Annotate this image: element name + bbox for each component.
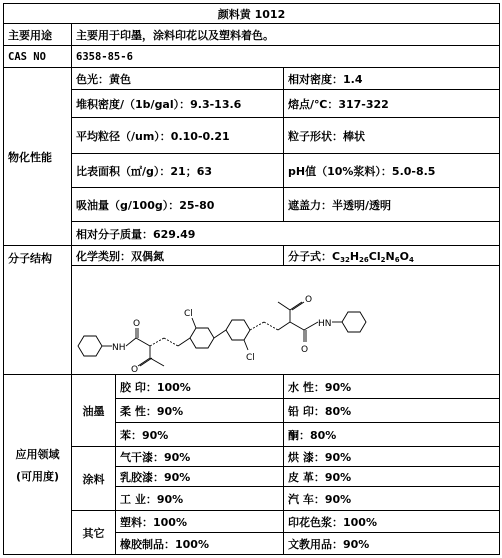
left-phenyl-ring [78,336,102,356]
left-nh-label: NH [112,343,126,353]
right-amide-o-label: O [301,345,309,355]
physchem-label: 物化性能 [4,68,72,246]
left-cl-label: Cl [184,309,193,319]
other-rubber: 橡胶制品：100% [116,533,284,555]
ink-ketone: 酮：80% [284,423,500,447]
molecular-formula: 分子式：$C_{32}H_{26}Cl_2N_6O_4$ [284,246,500,266]
prop-surface-area: 比表面积（㎡/g）：21；63 [72,154,284,188]
paint-leather: 皮 革：90% [284,467,500,487]
right-cl-label: Cl [246,353,255,363]
paint-industrial: 工 业：90% [116,487,284,511]
structure-label: 分子结构 [4,246,72,375]
page-title: 颜料黄 1012 [4,4,500,24]
left-chlorophenyl-ring [190,328,214,348]
prop-opacity: 遮盖力：半透明/透明 [284,188,500,222]
prop-density: 相对密度：1.4 [284,68,500,90]
prop-particle-shape: 粒子形状：棒状 [284,118,500,154]
prop-molecular-weight: 相对分子质量：629.49 [72,222,500,246]
right-keto-o-label: O [305,295,313,305]
paint-automotive: 汽 车：90% [284,487,500,511]
ink-water: 水 性：90% [284,375,500,399]
prop-oil-absorption: 吸油量（g/100g）：25-80 [72,188,284,222]
ink-flexo: 柔 性：90% [116,399,284,423]
left-amide-o-label: O [133,319,141,329]
cas-value: 6358-85-6 [72,46,500,68]
prop-bulk-density: 堆积密度/（1b/gal）：9.3-13.6 [72,90,284,118]
paint-latex: 乳胶漆：90% [116,467,284,487]
group-paint-label: 涂料 [72,447,116,511]
molecular-structure-diagram [72,266,498,374]
cas-label: CAS NO [4,46,72,68]
application-label: 应用领域 (可用度) [4,375,72,555]
other-printing-paste: 印花色浆：100% [284,511,500,533]
use-value: 主要用于印墨，涂料印花以及塑料着色。 [72,24,500,46]
paint-baking: 烘 漆：90% [284,447,500,467]
other-plastic: 塑料：100% [116,511,284,533]
right-chlorophenyl-ring [226,320,250,340]
right-hn-label: HN [318,319,332,329]
left-keto-o-label: O [131,365,139,374]
datasheet-table [3,3,500,555]
prop-melting-point: 熔点/℃：317-322 [284,90,500,118]
pigment-datasheet [3,3,499,555]
ink-offset: 胶 印：100% [116,375,284,399]
group-ink-label: 油墨 [72,375,116,447]
use-label: 主要用途 [4,24,72,46]
structure-diagram-cell [72,266,500,375]
chemical-category: 化学类别：双偶氮 [72,246,284,266]
prop-color: 色光：黄色 [72,68,284,90]
prop-particle-size: 平均粒径（/um）：0.10-0.21 [72,118,284,154]
right-phenyl-ring [342,312,366,332]
ink-letterpress: 铅 印：80% [284,399,500,423]
paint-air-dry: 气干漆：90% [116,447,284,467]
ink-benzene: 苯：90% [116,423,284,447]
other-stationery: 文教用品：90% [284,533,500,555]
prop-ph: pH值（10%浆料）：5.0-8.5 [284,154,500,188]
group-other-label: 其它 [72,511,116,555]
